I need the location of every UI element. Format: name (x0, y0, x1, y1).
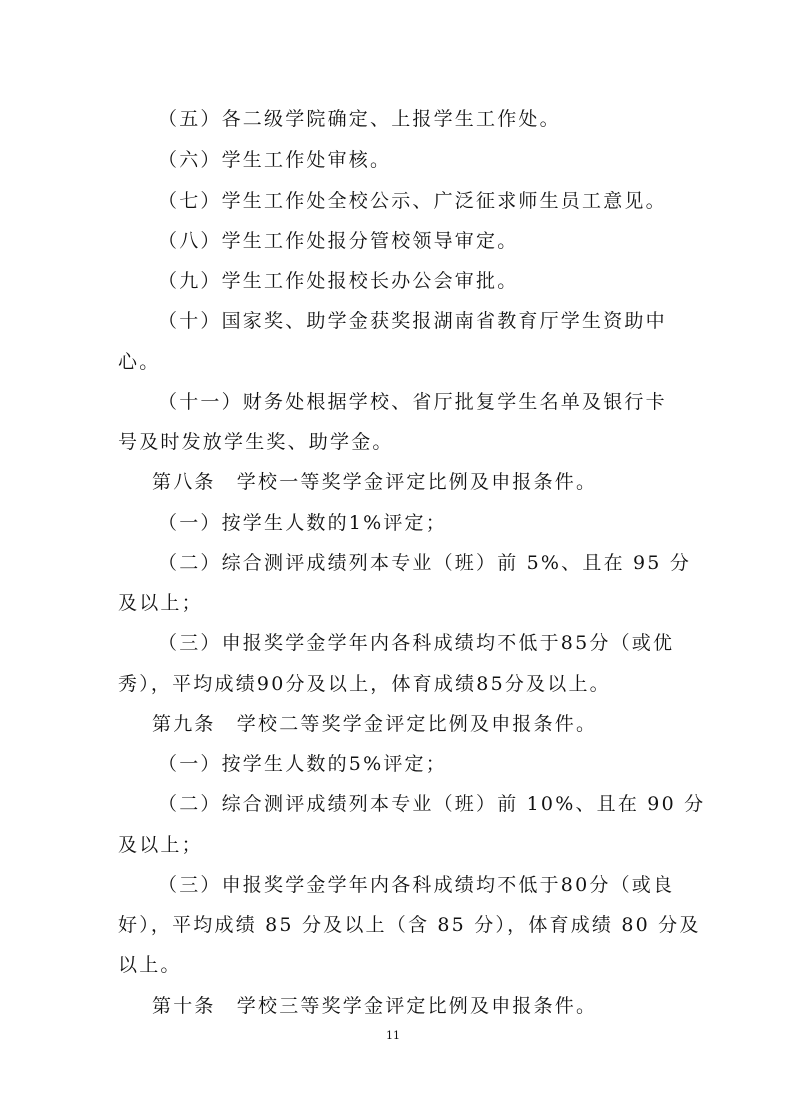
text-line: 秀），平均成绩90分及以上，体育成绩85分及以上。 (118, 673, 611, 695)
text-line: （六）学生工作处审核。 (158, 149, 392, 171)
article-heading: 第八条 学校一等奖学金评定比例及申报条件。 (152, 471, 598, 493)
text-line: （三）申报奖学金学年内各科成绩均不低于80分（或良 (158, 874, 675, 896)
text-line: 心。 (118, 351, 161, 373)
text-line: 以上。 (118, 954, 182, 976)
text-line: （二）综合测评成绩列本专业（班）前 5%、且在 95 分 (158, 552, 692, 574)
text-line: （八）学生工作处报分管校领导审定。 (158, 230, 519, 252)
text-line: （十）国家奖、助学金获奖报湖南省教育厅学生资助中 (158, 310, 667, 332)
page-number: 11 (386, 1029, 400, 1042)
text-line: （一）按学生人数的1%评定； (158, 512, 447, 534)
text-line: （一）按学生人数的5%评定； (158, 753, 447, 775)
article-heading: 第十条 学校三等奖学金评定比例及申报条件。 (152, 995, 598, 1017)
article-heading: 第九条 学校二等奖学金评定比例及申报条件。 (152, 713, 598, 735)
text-line: 及以上； (118, 834, 203, 856)
text-line: （十一）财务处根据学校、省厅批复学生名单及银行卡 (158, 391, 667, 413)
text-line: （九）学生工作处报校长办公会审批。 (158, 270, 519, 292)
text-line: （五）各二级学院确定、上报学生工作处。 (158, 108, 561, 130)
text-line: （三）申报奖学金学年内各科成绩均不低于85分（或优 (158, 632, 675, 654)
text-line: （二）综合测评成绩列本专业（班）前 10%、且在 90 分 (158, 793, 706, 815)
text-line: （七）学生工作处全校公示、广泛征求师生员工意见。 (158, 190, 667, 212)
text-line: 及以上； (118, 592, 203, 614)
text-line: 号及时发放学生奖、助学金。 (118, 431, 394, 453)
text-line: 好），平均成绩 85 分及以上（含 85 分），体育成绩 80 分及 (118, 914, 701, 936)
